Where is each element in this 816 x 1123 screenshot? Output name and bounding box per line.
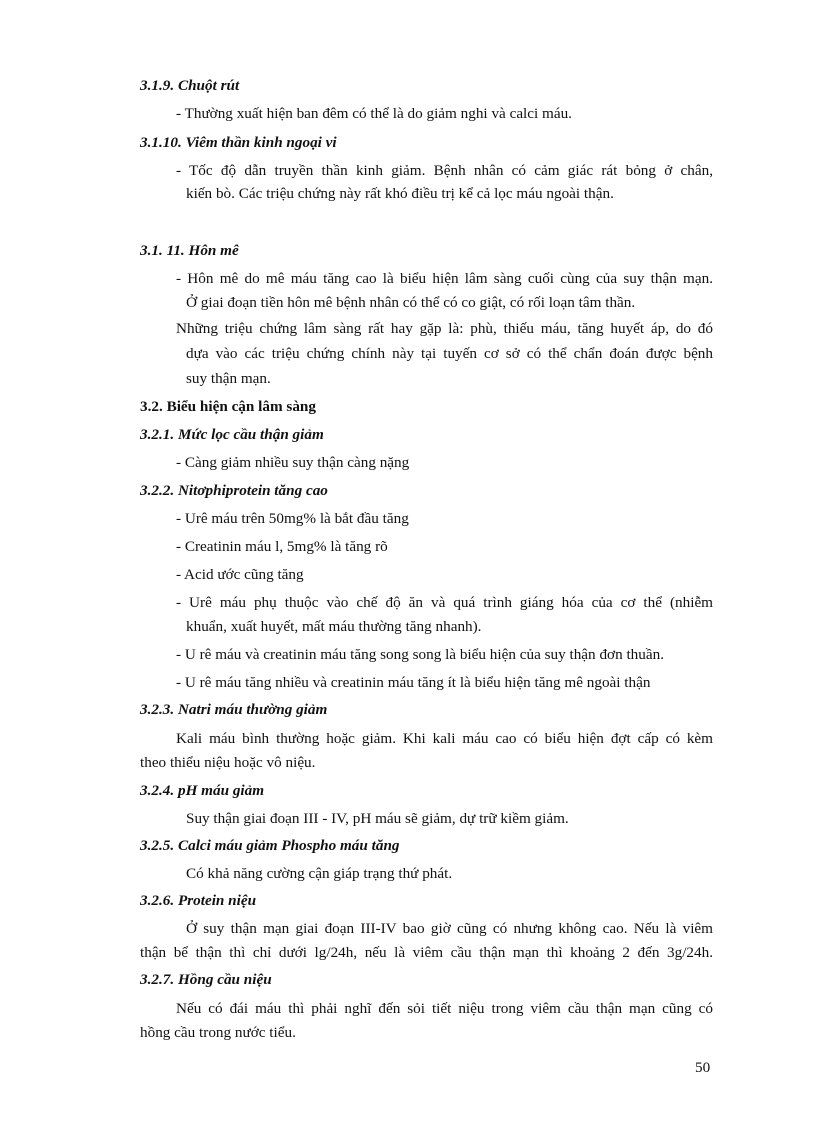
list-item: - Acid ước cũng tăng — [176, 566, 304, 583]
list-item: - U rê máu tăng nhiều và creatinin máu tăng ít là biểu hiện tăng mê ngoài thận — [176, 674, 651, 691]
heading-3-2-1-prefix: 3.2.1. Mức — [140, 426, 208, 443]
text-line: Nếu có đái máu thì phải nghĩ đến sỏi tiết niệu trong viêm cầu thận mạn cũng có — [176, 1000, 713, 1017]
text-line: - Tốc độ dẫn truyền thần kinh giảm. Bệnh nhân có cảm giác rát bỏng ở chân, — [176, 162, 713, 179]
heading-3-1-10: 3.1.10. Viêm thần kinh ngoại vi — [140, 134, 337, 151]
heading-3-2: 3.2. Biểu hiện cận lâm sàng — [140, 398, 316, 415]
text-line: khuẩn, xuất huyết, mất máu thường tăng nhanh). — [186, 618, 482, 635]
heading-3-2-7: 3.2.7. Hồng cầu niệu — [140, 971, 272, 988]
text-line: Ở suy thận mạn giai đoạn III-IV bao giờ cũng có nhưng không cao. Nếu là viêm — [186, 920, 713, 937]
text-line: Suy thận giai đoạn III - IV, pH máu sẽ giảm, dự trữ kiềm giảm. — [186, 810, 569, 827]
heading-3-2-1-rest: lọc cầu thận giảm — [207, 426, 324, 443]
text-line: hồng cầu trong nước tiểu. — [140, 1024, 296, 1041]
text-line: Có khả năng cường cận giáp trạng thứ phát. — [186, 865, 453, 882]
heading-3-1-11: 3.1. 11. Hôn mê — [140, 242, 239, 259]
text-line: - Càng giảm nhiều suy thận càng nặng — [176, 454, 410, 471]
heading-3-2-4: 3.2.4. pH máu giảm — [140, 782, 265, 799]
list-item: - Urê máu trên 50mg% là bắt đầu tăng — [176, 510, 409, 527]
text-line: kiến bò. Các triệu chứng này rất khó điều trị kể cả lọc máu ngoài thận. — [186, 185, 614, 202]
heading-3-2-6: 3.2.6. Protein niệu — [140, 892, 257, 909]
heading-3-1-9: 3.1.9. Chuột rút — [140, 77, 240, 94]
heading-3-2-1 — [140, 424, 324, 446]
text-line: Những triệu chứng lâm sàng rất hay gặp là: phù, thiếu máu, tăng huyết áp, do đó — [176, 320, 713, 337]
text-line: Ở giai đoạn tiền hôn mê bệnh nhân có thể có co giật, có rối loạn tâm thần. — [186, 294, 636, 311]
text-line: thận bể thận thì chỉ dưới lg/24h, nếu là viêm cầu thận mạn thì khoảng 2 đến 3g/24h. — [140, 944, 713, 961]
text-line: dựa vào các triệu chứng chính này tại tuyến cơ sở có thể chẩn đoán được bệnh — [186, 345, 713, 362]
heading-3-2-2: 3.2.2. Nitơphiprotein tăng cao — [140, 482, 328, 499]
list-item: - Urê máu phụ thuộc vào chế độ ăn và quá trình giáng hóa của cơ thể (nhiễm — [176, 594, 713, 611]
text-line: Kali máu bình thường hoặc giảm. Khi kali máu cao có biểu hiện đợt cấp có kèm — [176, 730, 713, 747]
text-line: - Thường xuất hiện ban đêm có thể là do giảm nghi và calci máu. — [176, 105, 572, 122]
text-line: theo thiểu niệu hoặc vô niệu. — [140, 754, 316, 771]
page-number: 50 — [695, 1059, 711, 1076]
text-line: suy thận mạn. — [186, 370, 271, 387]
heading-3-2-5: 3.2.5. Calci máu giảm Phospho máu tăng — [140, 837, 400, 854]
heading-3-2-3: 3.2.3. Natri máu thường giảm — [140, 701, 328, 718]
list-item: - U rê máu và creatinin máu tăng song song là biểu hiện của suy thận đơn thuần. — [176, 646, 664, 663]
text-line: - Hôn mê do mê máu tăng cao là biểu hiện lâm sàng cuối cùng của suy thận mạn. — [176, 270, 713, 287]
list-item: - Creatinin máu l, 5mg% là tăng rõ — [176, 538, 388, 555]
